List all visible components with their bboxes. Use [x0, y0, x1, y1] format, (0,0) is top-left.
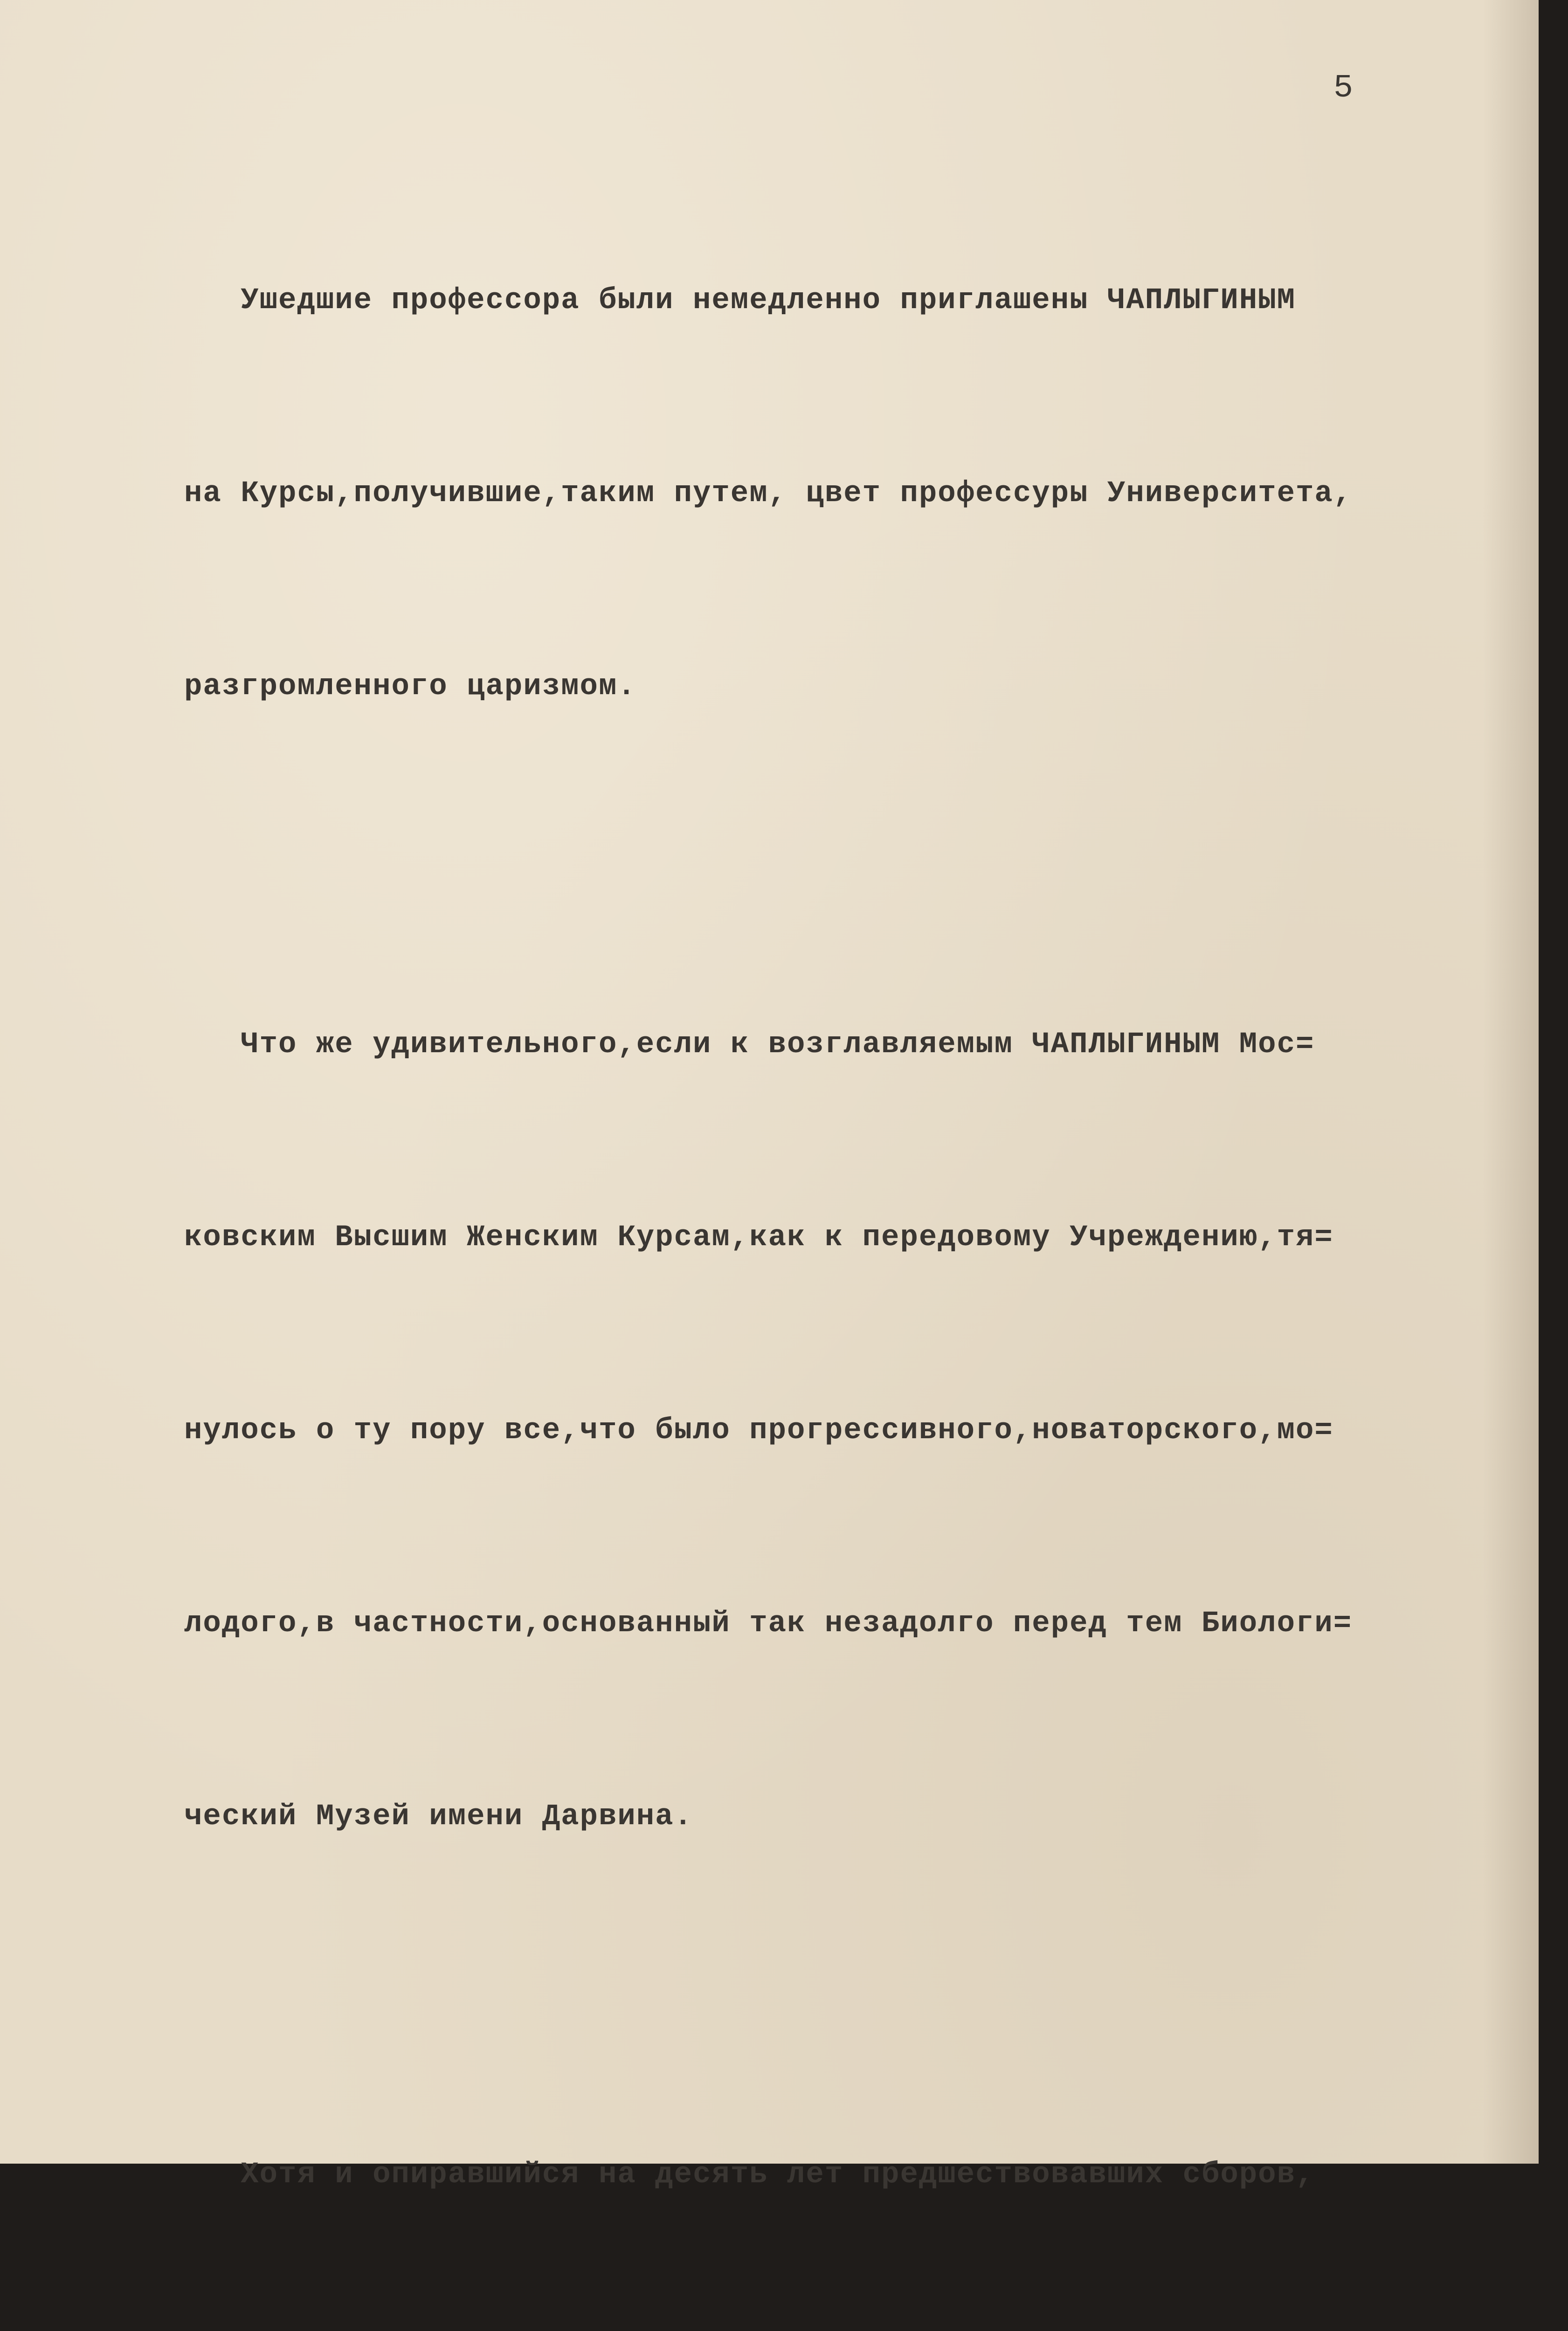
paragraph-2 [184, 884, 1499, 1978]
text-line: на Курсы,получившие,таким путем, цвет профессуры Университета, [184, 477, 1353, 510]
body-text [184, 140, 1499, 2331]
text-line: лодого,в частности,основанный так незадолго перед тем Биологи= [184, 1607, 1353, 1641]
text-line: ковским Высшим Женским Курсам,как к передовому Учреждению,тя= [184, 1221, 1333, 1255]
paragraph-1 [184, 140, 1499, 848]
paragraph-3 [184, 2014, 1499, 2331]
text-line: Хотя и опиравшийся на десять лет предшествовавших сборов, [184, 2158, 1315, 2192]
text-line: разгромленного царизмом. [184, 670, 636, 703]
text-line: ческий Музей имени Дарвина. [184, 1800, 693, 1834]
page-number: 5 [1333, 70, 1354, 107]
text-line: нулось о ту пору все,что было прогрессивного,новаторского,мо= [184, 1414, 1333, 1448]
text-line: Что же удивительного,если к возглавляемым ЧАПЛЫГИНЫМ Мос= [184, 1028, 1315, 1062]
text-line: Ушедшие профессора были немедленно приглашены ЧАПЛЫГИНЫМ [184, 284, 1296, 317]
background-strip [1539, 0, 1568, 2164]
